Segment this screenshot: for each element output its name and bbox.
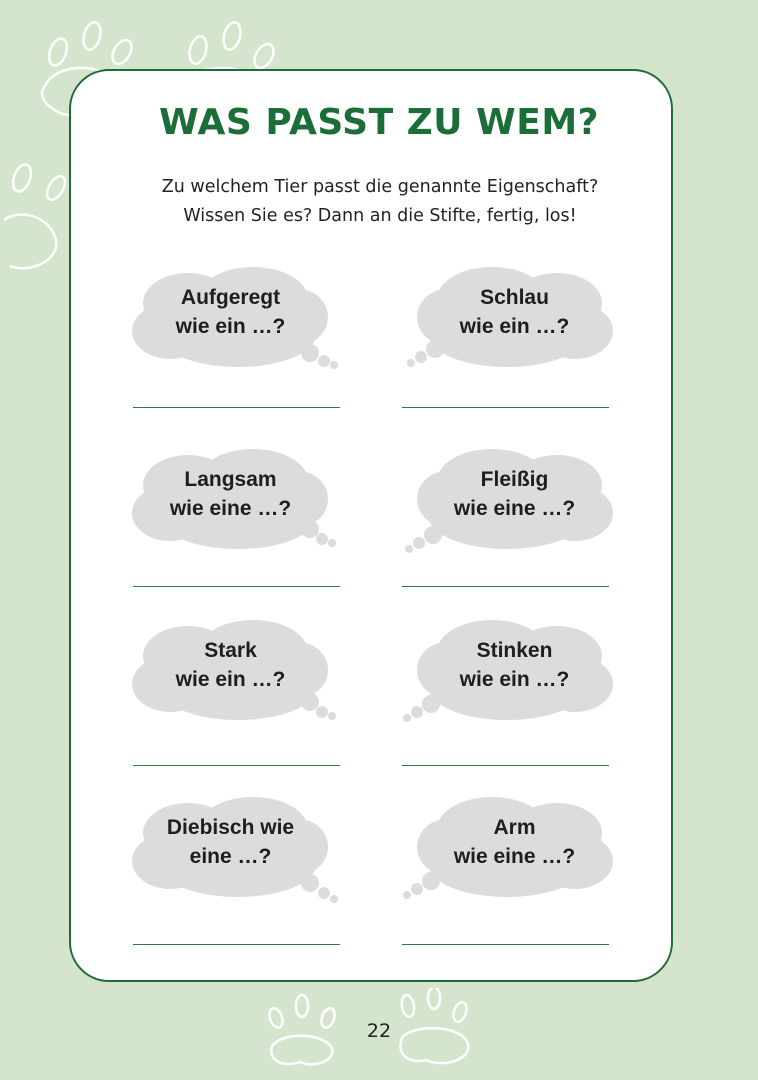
bubble-line-1: Langsam [184, 468, 277, 491]
answer-line[interactable] [402, 407, 609, 408]
bubble-line-2: wie ein …? [175, 315, 286, 338]
answer-line[interactable] [402, 765, 609, 766]
bubble-line-2: eine …? [189, 845, 272, 868]
thought-bubble [402, 795, 617, 915]
answer-line[interactable] [402, 944, 609, 945]
intro-line-1: Zu welchem Tier passt die genannte Eigenschaft? [161, 177, 599, 197]
bubble-line-2: wie eine …? [453, 497, 576, 520]
bubble-line-2: wie eine …? [169, 497, 292, 520]
answer-line[interactable] [133, 586, 340, 587]
bubble-line-1: Stark [204, 639, 257, 662]
bubble-line-1: Schlau [480, 286, 549, 309]
bubble-line-2: wie ein …? [459, 315, 570, 338]
paw-print-icon [0, 150, 70, 280]
bubble-line-1: Aufgeregt [180, 286, 281, 309]
thought-bubble [402, 618, 617, 738]
bubble-line-1: Fleißig [480, 468, 549, 491]
intro-text [100, 173, 660, 231]
answer-line[interactable] [133, 765, 340, 766]
bubble-line-1: Diebisch wie [166, 816, 295, 839]
answer-line[interactable] [133, 944, 340, 945]
bubble-line-1: Arm [493, 816, 536, 839]
thought-bubble [402, 447, 617, 567]
bubble-line-2: wie ein …? [459, 668, 570, 691]
page-number: 22 [366, 1020, 392, 1042]
thought-bubble [128, 618, 343, 738]
bubble-line-2: wie eine …? [453, 845, 576, 868]
thought-bubble [128, 265, 343, 385]
answer-line[interactable] [402, 586, 609, 587]
intro-line-2: Wissen Sie es? Dann an die Stifte, fertig, los! [183, 206, 577, 226]
bubble-line-1: Stinken [476, 639, 553, 662]
thought-bubble [128, 447, 343, 567]
thought-bubble [128, 795, 343, 915]
page-title: WAS PASST ZU WEM? [158, 102, 600, 143]
bubble-line-2: wie ein …? [175, 668, 286, 691]
answer-line[interactable] [133, 407, 340, 408]
thought-bubble [402, 265, 617, 385]
